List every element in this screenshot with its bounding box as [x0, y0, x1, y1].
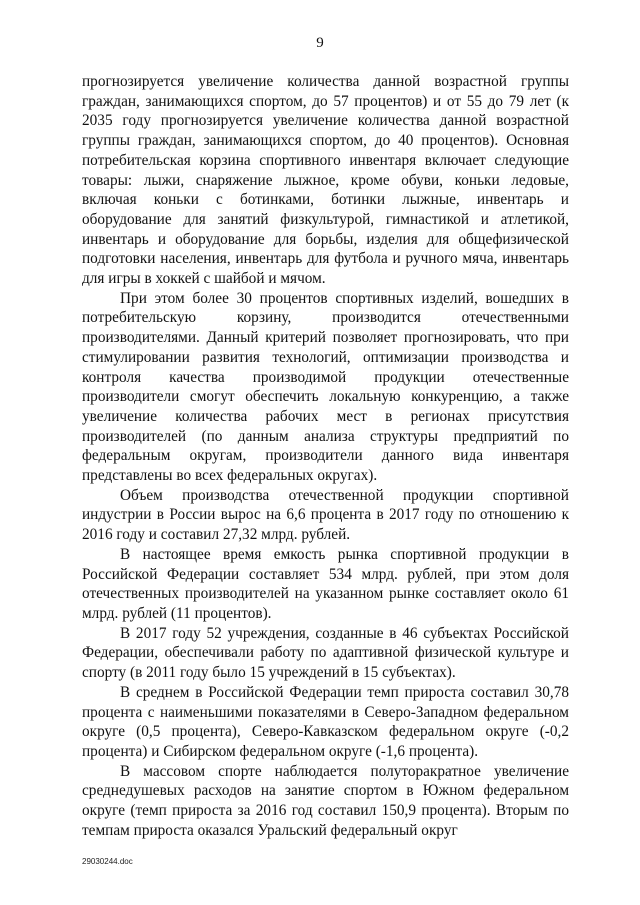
paragraph: В 2017 году 52 учреждения, созданные в 46 субъектах Российской Федерации, обеспечивали работу по адаптивной физической культуре и спорту (в 2011 году было 15 учреждений в 15 субъектах). — [82, 624, 569, 682]
paragraph: В настоящее время емкость рынка спортивной продукции в Российской Федерации составляет 534 млрд. рублей, при этом доля отечественных производителей на указанном рынке составляет около 61 млрд. рублей (11 процентов). — [82, 545, 569, 622]
document-body — [82, 72, 569, 840]
paragraph: Объем производства отечественной продукции спортивной индустрии в России вырос на 6,6 процента в 2017 году по отношению к 2016 году и составил 27,32 млрд. рублей. — [82, 486, 569, 544]
paragraph: прогнозируется увеличение количества данной возрастной группы граждан, занимающихся спортом, до 57 процентов) и от 55 до 79 лет (к 2035 году прогнозируется увеличение количества данной возрастной группы граждан, занимающихся спортом, до 40 процентов). Основная потребительская корзина спортивного инвентаря включает следующие товары: лыжи, снаряжение лыжное, кроме обуви, коньки ледовые, включая коньки с ботинками, ботинки лыжные, инвентарь и оборудование для занятий физкультурой, гимнастикой и атлетикой, инвентарь и оборудование для борьбы, изделия для общефизической подготовки населения, инвентарь для футбола и ручного мяча, инвентарь для игры в хоккей с шайбой и мячом. — [82, 73, 569, 288]
document-filename: 29030244.doc — [82, 857, 133, 866]
paragraph: В среднем в Российской Федерации темп прироста составил 30,78 процента с наименьшими показателями в Северо-Западном федеральном округе (0,5 процента), Северо-Кавказском федеральном округе (-0,2 процента) и Сибирском федеральном округе (-1,6 процента). — [82, 683, 569, 760]
paragraph: При этом более 30 процентов спортивных изделий, вошедших в потребительскую корзину, производится отечественными производителями. Данный критерий позволяет прогнозировать, что при стимулировании развития технологий, оптимизации производства и контроля качества производимой продукции отечественные производители смогут обеспечить локальную конкуренцию, а также увеличение количества рабочих мест в регионах присутствия производителей (по данным анализа структуры предприятий по федеральным округам, производители данного вида инвентаря представлены во всех федеральных округах). — [82, 289, 569, 485]
paragraph: В массовом спорте наблюдается полуторакратное увеличение среднедушевых расходов на занятие спортом в Южном федеральном округе (темп прироста за 2016 год составил 150,9 процента). Вторым по темпам прироста оказался Уральский федеральный округ — [82, 762, 569, 839]
page-number: 9 — [316, 35, 324, 51]
